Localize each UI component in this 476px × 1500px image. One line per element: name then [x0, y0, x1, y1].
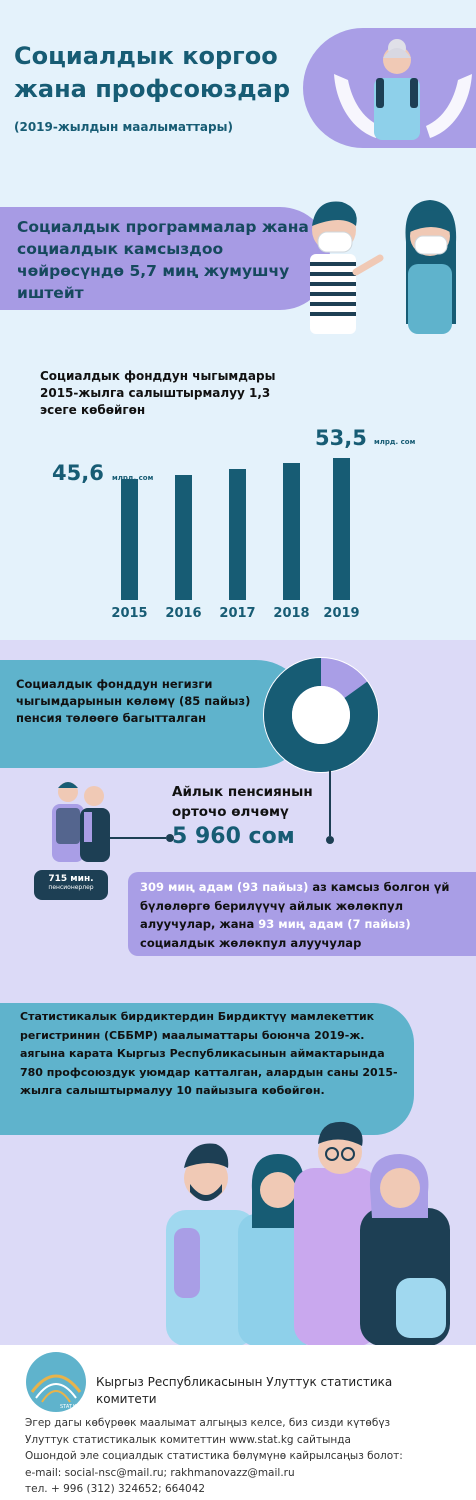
value-label-first: 45,6: [52, 461, 104, 485]
pensioners-badge: [34, 870, 108, 900]
benefits-text-4: социалдык жөлөкпул алуучулар: [140, 935, 362, 950]
contact-info: [25, 1415, 465, 1498]
benefits-text-2: аз камсыз болгон үй бүлөлөргө берилүүчү айлык жөлөкпул алуучулар, жана: [140, 880, 450, 931]
pensioners-illustration: [48, 778, 180, 864]
year-label-2016: 2016: [165, 606, 202, 621]
year-label-2018: 2018: [273, 606, 310, 621]
organization-name: Кыргыз Республикасынын Улуттук статистика комитети: [96, 1375, 393, 1406]
bar-2019: [333, 458, 350, 600]
page-subtitle: (2019-жылдын маалыматтары): [14, 120, 233, 134]
avg-pension-title: Айлык пенсиянын орточо өлчөмү: [172, 784, 313, 820]
contact-line-1: Эгер дагы көбүрөөк маалымат алгыңыз келсе, биз сизди күтөбүз: [25, 1417, 391, 1429]
bar-2018: [283, 463, 300, 600]
fund-info-text: Социалдык фонддун негизги чыгымдарынын көлөмү (85 пайыз) пенсия төлөөгө багытталган: [16, 677, 251, 725]
pensioners-label: пенсионерлер: [48, 884, 94, 891]
year-label-2019: 2019: [323, 606, 360, 621]
contact-line-3: Ошондой эле социалдык статистика бөлүмүнө кайрылсаңыз болот:: [25, 1450, 403, 1462]
benefits-text: [140, 878, 474, 952]
avg-pension-value: 5 960 сом: [172, 824, 295, 849]
contact-line-4: e-mail: social-nsc@mail.ru; rakhmanovazz@mail.ru: [25, 1466, 295, 1479]
stat-kg-logo: [24, 1350, 88, 1414]
page-title: Социалдык коргоо жана профсоюздар: [14, 42, 291, 103]
year-label-2017: 2017: [219, 606, 256, 621]
value-label-last: 53,5: [315, 426, 367, 450]
svg-text:STAT.KG: STAT.KG: [60, 1404, 81, 1410]
bar-2015: [121, 479, 138, 600]
unit-label-first: млрд. сом: [112, 474, 154, 482]
unions-info-text: Статистикалык бирдиктердин Бирдиктүү мамлекеттик регистринин (СББМР) маалыматтары боюнча 2019-ж. аягына карата Кыргыз Республикасынын аймактарында 780 профсоюздук уюмдар катталган, алардын саны 2015-жылга салыштырмалуу 10 пайызыга көбөйгөн.: [20, 1010, 398, 1097]
pensioners-count: 715 мин.: [48, 874, 94, 884]
year-label-2015: 2015: [111, 606, 148, 621]
pension-share-donut: [262, 656, 380, 774]
chart-title: Социалдык фонддун чыгымдары 2015-жылга салыштырмалуу 1,3 эсеге көбөйгөн: [40, 369, 276, 417]
bar-2016: [175, 475, 192, 600]
benefits-highlight-2: 93 миң адам (7 пайыз): [258, 917, 411, 931]
workers-banner-text: Социалдык программалар жана социалдык камсыздоо чөйрөсүндө 5,7 миң жумушчу иштейт: [17, 218, 309, 302]
unit-label-last: млрд. сом: [374, 438, 416, 446]
group-of-people-illustration: [160, 1118, 460, 1346]
contact-line-5: тел. + 996 (312) 324652; 664042: [25, 1483, 206, 1495]
expenses-bar-chart: [0, 0, 476, 640]
benefits-highlight-1: 309 миң адам (93 пайыз): [140, 880, 309, 894]
contact-line-2: Улуттук статистикалык комитеттин www.stat.kg сайтында: [25, 1433, 351, 1446]
bar-2017: [229, 469, 246, 600]
